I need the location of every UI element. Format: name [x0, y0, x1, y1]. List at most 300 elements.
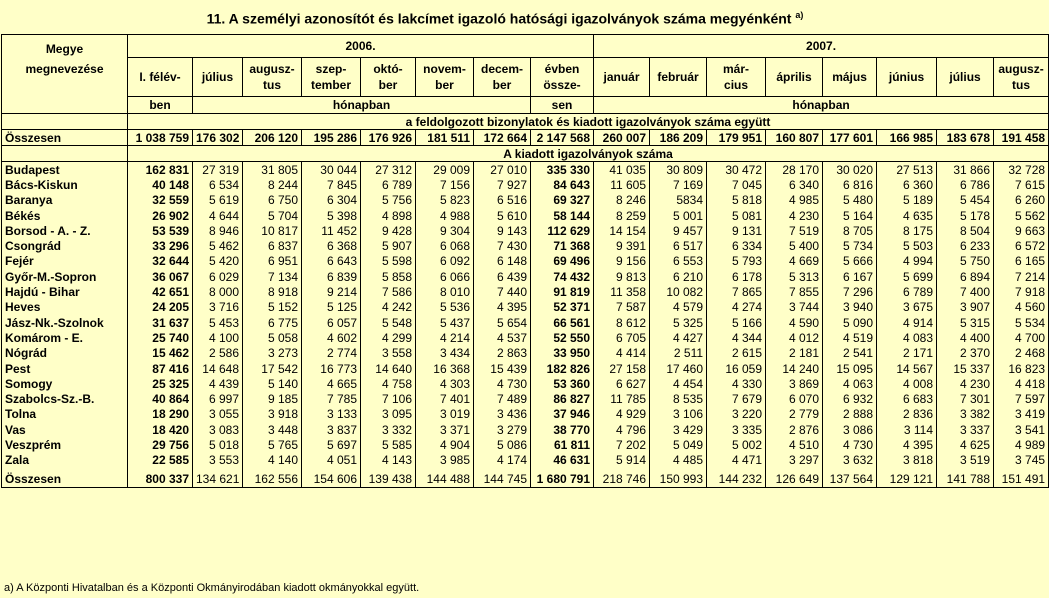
value-cell: 6 534 — [193, 177, 243, 192]
value-cell: 3 332 — [361, 422, 416, 437]
value-cell: 27 513 — [877, 162, 937, 178]
blank-cell — [2, 114, 128, 130]
issued-label: A kiadott igazolványok száma — [128, 146, 1049, 162]
value-cell: 4 590 — [766, 315, 823, 330]
value-cell: 160 807 — [766, 130, 823, 146]
month-2007-header: február — [650, 58, 707, 97]
value-cell: 4 274 — [707, 300, 766, 315]
month-2006-header: decem- ber — [474, 58, 531, 97]
month-2006-header: augusz- tus — [243, 58, 302, 97]
value-cell: 144 745 — [474, 472, 531, 488]
month-2007-header: május — [823, 58, 877, 97]
value-cell: 42 651 — [128, 284, 193, 299]
value-cell: 3 745 — [994, 453, 1049, 468]
value-cell: 6 627 — [594, 376, 650, 391]
value-cell: 3 434 — [416, 346, 474, 361]
value-cell: 30 020 — [823, 162, 877, 178]
value-cell: 181 511 — [416, 130, 474, 146]
value-cell: 260 007 — [594, 130, 650, 146]
value-cell: 74 432 — [531, 269, 594, 284]
value-cell: 8 535 — [650, 391, 707, 406]
value-cell: 9 428 — [361, 223, 416, 238]
value-cell: 8 612 — [594, 315, 650, 330]
value-cell: 1 680 791 — [531, 472, 594, 488]
value-cell: 69 496 — [531, 254, 594, 269]
value-cell: 8 259 — [594, 208, 650, 223]
value-cell: 4 051 — [302, 453, 361, 468]
value-cell: 5 480 — [823, 193, 877, 208]
value-cell: 5 164 — [823, 208, 877, 223]
value-cell: 22 585 — [128, 453, 193, 468]
value-cell: 58 144 — [531, 208, 594, 223]
value-cell: 9 813 — [594, 269, 650, 284]
value-cell: 4 100 — [193, 330, 243, 345]
value-cell: 2 181 — [766, 346, 823, 361]
value-cell: 15 439 — [474, 361, 531, 376]
value-cell: 11 452 — [302, 223, 361, 238]
value-cell: 2 876 — [766, 422, 823, 437]
table-title — [0, 0, 1010, 34]
year-2006-header: 2006. — [128, 35, 594, 58]
value-cell: 14 640 — [361, 361, 416, 376]
value-cell: 9 185 — [243, 391, 302, 406]
value-cell: 3 907 — [937, 300, 994, 315]
value-cell: 3 019 — [416, 407, 474, 422]
value-cell: 4 395 — [474, 300, 531, 315]
value-cell: 5 765 — [243, 437, 302, 452]
value-cell: 3 918 — [243, 407, 302, 422]
value-cell: 29 756 — [128, 437, 193, 452]
value-cell: 3 273 — [243, 346, 302, 361]
value-cell: 7 134 — [243, 269, 302, 284]
value-cell: 2 147 568 — [531, 130, 594, 146]
table-row — [2, 391, 1049, 406]
value-cell: 27 010 — [474, 162, 531, 178]
value-cell: 6 070 — [766, 391, 823, 406]
value-cell: 4 439 — [193, 376, 243, 391]
value-cell: 3 716 — [193, 300, 243, 315]
value-cell: 2 171 — [877, 346, 937, 361]
value-cell: 3 448 — [243, 422, 302, 437]
value-cell: 6 643 — [302, 254, 361, 269]
value-cell: 2 779 — [766, 407, 823, 422]
year-2007-header: 2007. — [594, 35, 1049, 58]
total-combined-row — [2, 130, 1049, 146]
value-cell: 5 750 — [937, 254, 994, 269]
value-cell: 177 601 — [823, 130, 877, 146]
value-cell: 5 734 — [823, 238, 877, 253]
value-cell: 31 637 — [128, 315, 193, 330]
value-cell: 4 988 — [416, 208, 474, 223]
value-cell: 4 242 — [361, 300, 416, 315]
value-cell: 84 643 — [531, 177, 594, 192]
value-cell: 30 472 — [707, 162, 766, 178]
value-cell: 176 926 — [361, 130, 416, 146]
value-cell: 3 818 — [877, 453, 937, 468]
table-row — [2, 315, 1049, 330]
value-cell: 4 485 — [650, 453, 707, 468]
value-cell: 10 817 — [243, 223, 302, 238]
value-cell: 7 430 — [474, 238, 531, 253]
value-cell: 3 675 — [877, 300, 937, 315]
value-cell: 33 296 — [128, 238, 193, 253]
value-cell: 144 488 — [416, 472, 474, 488]
value-cell: 66 561 — [531, 315, 594, 330]
value-cell: 3 106 — [650, 407, 707, 422]
county-name: Heves — [2, 300, 128, 315]
value-cell: 7 214 — [994, 269, 1049, 284]
value-cell: 4 560 — [994, 300, 1049, 315]
county-name: Pest — [2, 361, 128, 376]
value-cell: 151 491 — [994, 472, 1049, 488]
value-cell: 5 793 — [707, 254, 766, 269]
monthly-label-2007: hónapban — [594, 97, 1049, 114]
value-cell: 4 418 — [994, 376, 1049, 391]
value-cell: 6 066 — [416, 269, 474, 284]
value-cell: 139 438 — [361, 472, 416, 488]
value-cell: 38 770 — [531, 422, 594, 437]
value-cell: 6 705 — [594, 330, 650, 345]
value-cell: 141 788 — [937, 472, 994, 488]
value-cell: 3 133 — [302, 407, 361, 422]
value-cell: 3 297 — [766, 453, 823, 468]
value-cell: 112 629 — [531, 223, 594, 238]
value-cell: 9 663 — [994, 223, 1049, 238]
county-name: Szabolcs-Sz.-B. — [2, 391, 128, 406]
county-name: Jász-Nk.-Szolnok — [2, 315, 128, 330]
value-cell: 61 811 — [531, 437, 594, 452]
value-cell: 4 303 — [416, 376, 474, 391]
value-cell: 3 335 — [707, 422, 766, 437]
county-name: Nógrád — [2, 346, 128, 361]
value-cell: 5 400 — [766, 238, 823, 253]
value-cell: 4 914 — [877, 315, 937, 330]
value-cell: 11 605 — [594, 177, 650, 192]
value-cell: 5 125 — [302, 300, 361, 315]
value-cell: 7 865 — [707, 284, 766, 299]
value-cell: 6 165 — [994, 254, 1049, 269]
value-cell: 5 654 — [474, 315, 531, 330]
value-cell: 172 664 — [474, 130, 531, 146]
value-cell: 4 140 — [243, 453, 302, 468]
value-cell: 126 649 — [766, 472, 823, 488]
value-cell: 154 606 — [302, 472, 361, 488]
table-row — [2, 330, 1049, 345]
value-cell: 7 045 — [707, 177, 766, 192]
value-cell: 3 519 — [937, 453, 994, 468]
value-cell: 33 950 — [531, 346, 594, 361]
value-cell: 150 993 — [650, 472, 707, 488]
value-cell: 69 327 — [531, 193, 594, 208]
value-cell: 4 344 — [707, 330, 766, 345]
value-cell: 3 279 — [474, 422, 531, 437]
month-2007-header: január — [594, 58, 650, 97]
value-cell: 7 615 — [994, 177, 1049, 192]
title-text: 11. A személyi azonosítót és lakcímet igazoló hatósági igazolványok száma megyénként — [206, 10, 792, 27]
value-cell: 6 439 — [474, 269, 531, 284]
value-cell: 46 631 — [531, 453, 594, 468]
value-cell: 32 728 — [994, 162, 1049, 178]
value-cell: 9 156 — [594, 254, 650, 269]
value-cell: 3 436 — [474, 407, 531, 422]
value-cell: 3 541 — [994, 422, 1049, 437]
value-cell: 5 534 — [994, 315, 1049, 330]
value-cell: 15 095 — [823, 361, 877, 376]
value-cell: 195 286 — [302, 130, 361, 146]
county-name: Komárom - E. — [2, 330, 128, 345]
value-cell: 5 823 — [416, 193, 474, 208]
year-total-header: évben össze- — [531, 58, 594, 97]
value-cell: 3 632 — [823, 453, 877, 468]
combined-label: a feldolgozott bizonylatok és kiadott igazolványok száma együtt — [128, 114, 1049, 130]
value-cell: 2 541 — [823, 346, 877, 361]
value-cell: 6 572 — [994, 238, 1049, 253]
combined-label-row — [2, 114, 1049, 130]
value-cell: 3 095 — [361, 407, 416, 422]
table-row — [2, 254, 1049, 269]
county-name: Békés — [2, 208, 128, 223]
value-cell: 28 170 — [766, 162, 823, 178]
value-cell: 14 240 — [766, 361, 823, 376]
value-cell: 7 855 — [766, 284, 823, 299]
value-cell: 3 086 — [823, 422, 877, 437]
value-cell: 9 457 — [650, 223, 707, 238]
value-cell: 162 831 — [128, 162, 193, 178]
value-cell: 8 504 — [937, 223, 994, 238]
value-cell: 4 230 — [766, 208, 823, 223]
value-cell: 5 503 — [877, 238, 937, 253]
value-cell: 7 106 — [361, 391, 416, 406]
value-cell: 5 313 — [766, 269, 823, 284]
value-cell: 162 556 — [243, 472, 302, 488]
value-cell: 5 049 — [650, 437, 707, 452]
county-name: Tolna — [2, 407, 128, 422]
value-cell: 335 330 — [531, 162, 594, 178]
value-cell: 4 994 — [877, 254, 937, 269]
county-name: Csongrád — [2, 238, 128, 253]
value-cell: 166 985 — [877, 130, 937, 146]
value-cell: 186 209 — [650, 130, 707, 146]
value-cell: 3 055 — [193, 407, 243, 422]
value-cell: 31 805 — [243, 162, 302, 178]
table-row — [2, 453, 1049, 468]
value-cell: 8 918 — [243, 284, 302, 299]
value-cell: 2 511 — [650, 346, 707, 361]
value-cell: 4 929 — [594, 407, 650, 422]
value-cell: 4 414 — [594, 346, 650, 361]
value-cell: 5 756 — [361, 193, 416, 208]
value-cell: 16 823 — [994, 361, 1049, 376]
value-cell: 800 337 — [128, 472, 193, 488]
value-cell: 7 400 — [937, 284, 994, 299]
value-cell: 4 730 — [474, 376, 531, 391]
value-cell: 5 058 — [243, 330, 302, 345]
table-row — [2, 223, 1049, 238]
county-name: Borsod - A. - Z. — [2, 223, 128, 238]
value-cell: 4 730 — [823, 437, 877, 452]
value-cell: 4 299 — [361, 330, 416, 345]
value-cell: 6 092 — [416, 254, 474, 269]
value-cell: 6 057 — [302, 315, 361, 330]
month-2007-header: augusz- tus — [994, 58, 1049, 97]
value-cell: 7 156 — [416, 177, 474, 192]
value-cell: 6 997 — [193, 391, 243, 406]
value-cell: 6 750 — [243, 193, 302, 208]
value-cell: 30 809 — [650, 162, 707, 178]
value-cell: 16 773 — [302, 361, 361, 376]
month-2006-header: novem- ber — [416, 58, 474, 97]
value-cell: 5 562 — [994, 208, 1049, 223]
row-label: Összesen — [2, 472, 128, 488]
value-cell: 26 902 — [128, 208, 193, 223]
value-cell: 8 246 — [594, 193, 650, 208]
value-cell: 6 178 — [707, 269, 766, 284]
header-row-years — [2, 35, 1049, 58]
value-cell: 5834 — [650, 193, 707, 208]
value-cell: 5 453 — [193, 315, 243, 330]
county-column-header: Megye megnevezése — [2, 35, 128, 114]
value-cell: 6 148 — [474, 254, 531, 269]
value-cell: 5 666 — [823, 254, 877, 269]
county-name: Somogy — [2, 376, 128, 391]
value-cell: 9 143 — [474, 223, 531, 238]
value-cell: 4 214 — [416, 330, 474, 345]
value-cell: 15 462 — [128, 346, 193, 361]
table-row — [2, 346, 1049, 361]
value-cell: 2 774 — [302, 346, 361, 361]
blank-cell — [2, 146, 128, 162]
value-cell: 5 325 — [650, 315, 707, 330]
value-cell: 1 038 759 — [128, 130, 193, 146]
value-cell: 5 081 — [707, 208, 766, 223]
value-cell: 4 537 — [474, 330, 531, 345]
table-row — [2, 284, 1049, 299]
value-cell: 17 460 — [650, 361, 707, 376]
row-label: Összesen — [2, 130, 128, 146]
value-cell: 5 001 — [650, 208, 707, 223]
value-cell: 3 558 — [361, 346, 416, 361]
value-cell: 4 796 — [594, 422, 650, 437]
value-cell: 2 836 — [877, 407, 937, 422]
table-row — [2, 162, 1049, 178]
value-cell: 8 705 — [823, 223, 877, 238]
value-cell: 16 368 — [416, 361, 474, 376]
value-cell: 3 744 — [766, 300, 823, 315]
table-row — [2, 422, 1049, 437]
month-2007-header: már- cius — [707, 58, 766, 97]
value-cell: 5 315 — [937, 315, 994, 330]
value-cell: 6 816 — [823, 177, 877, 192]
value-cell: 7 296 — [823, 284, 877, 299]
month-2007-header: július — [937, 58, 994, 97]
value-cell: 6 894 — [937, 269, 994, 284]
value-cell: 5 454 — [937, 193, 994, 208]
value-cell: 4 330 — [707, 376, 766, 391]
value-cell: 4 230 — [937, 376, 994, 391]
value-cell: 8 946 — [193, 223, 243, 238]
value-cell: 4 898 — [361, 208, 416, 223]
value-cell: 4 008 — [877, 376, 937, 391]
value-cell: 91 819 — [531, 284, 594, 299]
value-cell: 7 401 — [416, 391, 474, 406]
statistics-table — [1, 34, 1049, 488]
month-2006-header: július — [193, 58, 243, 97]
value-cell: 2 586 — [193, 346, 243, 361]
value-cell: 8 244 — [243, 177, 302, 192]
value-cell: 5 704 — [243, 208, 302, 223]
value-cell: 7 679 — [707, 391, 766, 406]
value-cell: 7 440 — [474, 284, 531, 299]
value-cell: 11 358 — [594, 284, 650, 299]
value-cell: 6 334 — [707, 238, 766, 253]
value-cell: 53 539 — [128, 223, 193, 238]
value-cell: 5 140 — [243, 376, 302, 391]
value-cell: 3 083 — [193, 422, 243, 437]
value-cell: 3 220 — [707, 407, 766, 422]
value-cell: 4 510 — [766, 437, 823, 452]
value-cell: 6 516 — [474, 193, 531, 208]
county-name: Budapest — [2, 162, 128, 178]
value-cell: 86 827 — [531, 391, 594, 406]
value-cell: 27 312 — [361, 162, 416, 178]
value-cell: 6 786 — [937, 177, 994, 192]
value-cell: 5 018 — [193, 437, 243, 452]
table-row — [2, 300, 1049, 315]
county-name: Bács-Kiskun — [2, 177, 128, 192]
value-cell: 5 818 — [707, 193, 766, 208]
year-total-suffix: sen — [531, 97, 594, 114]
value-cell: 5 189 — [877, 193, 937, 208]
value-cell: 9 131 — [707, 223, 766, 238]
value-cell: 6 932 — [823, 391, 877, 406]
value-cell: 7 785 — [302, 391, 361, 406]
value-cell: 6 068 — [416, 238, 474, 253]
value-cell: 7 202 — [594, 437, 650, 452]
value-cell: 18 290 — [128, 407, 193, 422]
value-cell: 71 368 — [531, 238, 594, 253]
value-cell: 191 458 — [994, 130, 1049, 146]
value-cell: 32 644 — [128, 254, 193, 269]
value-cell: 7 597 — [994, 391, 1049, 406]
value-cell: 7 489 — [474, 391, 531, 406]
county-name: Vas — [2, 422, 128, 437]
value-cell: 4 700 — [994, 330, 1049, 345]
value-cell: 2 468 — [994, 346, 1049, 361]
value-cell: 6 368 — [302, 238, 361, 253]
value-cell: 5 548 — [361, 315, 416, 330]
value-cell: 24 205 — [128, 300, 193, 315]
value-cell: 25 325 — [128, 376, 193, 391]
value-cell: 52 371 — [531, 300, 594, 315]
footnote: a) A Központi Hivatalban és a Központi Okmányirodában kiadott okmányokkal együtt. — [4, 582, 420, 594]
value-cell: 7 586 — [361, 284, 416, 299]
value-cell: 3 114 — [877, 422, 937, 437]
value-cell: 6 775 — [243, 315, 302, 330]
value-cell: 4 395 — [877, 437, 937, 452]
value-cell: 6 167 — [823, 269, 877, 284]
value-cell: 52 550 — [531, 330, 594, 345]
value-cell: 14 567 — [877, 361, 937, 376]
value-cell: 6 683 — [877, 391, 937, 406]
table-row — [2, 208, 1049, 223]
table-row — [2, 177, 1049, 192]
value-cell: 5 462 — [193, 238, 243, 253]
value-cell: 40 148 — [128, 177, 193, 192]
value-cell: 4 635 — [877, 208, 937, 223]
value-cell: 53 360 — [531, 376, 594, 391]
value-cell: 6 789 — [877, 284, 937, 299]
value-cell: 6 233 — [937, 238, 994, 253]
